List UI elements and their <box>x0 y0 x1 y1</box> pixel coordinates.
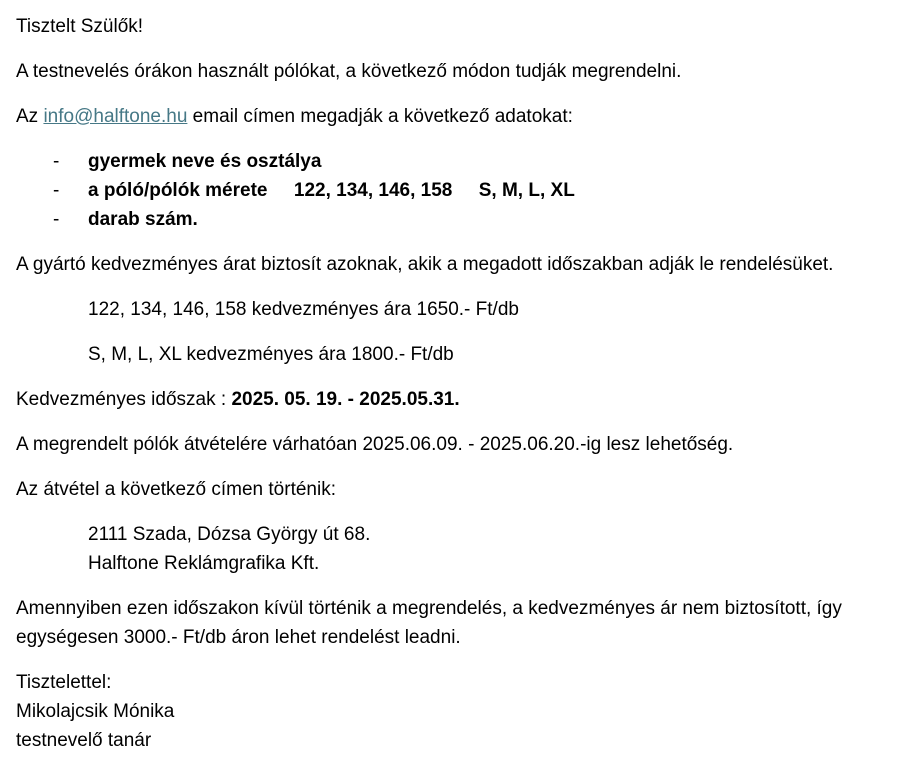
address-line-2: Halftone Reklámgrafika Kft. <box>88 553 320 574</box>
list-dash: - <box>53 209 60 230</box>
discount-period-value: 2025. 05. 19. - 2025.05.31. <box>231 389 460 410</box>
price-adults: S, M, L, XL kedvezményes ára 1800.- Ft/db <box>88 344 454 365</box>
signer-name: Mikolajcsik Mónika <box>16 701 175 722</box>
pickup-time: A megrendelt pólók átvételére várhatóan 2025.06.09. - 2025.06.20.-ig lesz lehetőség. <box>16 434 734 455</box>
outside-period-note: Amennyiben ezen időszakon kívül történik a megrendelés, a kedvezményes ár nem biztosított, így egységesen 3000.- Ft/db áron lehet rendelést leadni. <box>16 598 842 648</box>
list-item-text: a póló/pólók mérete 122, 134, 146, 158 S, M, L, XL <box>88 180 575 201</box>
address-line-1: 2111 Szada, Dózsa György út 68. <box>88 524 371 545</box>
list-item <box>16 176 896 205</box>
list-item-text: gyermek neve és osztálya <box>88 151 322 172</box>
pickup-address <box>16 520 896 578</box>
contact-paragraph <box>16 102 896 131</box>
list-item-text: darab szám. <box>88 209 198 230</box>
discount-period-label: Kedvezményes időszak : <box>16 389 232 410</box>
closing: Tisztelettel: <box>16 672 112 693</box>
list-item <box>16 147 896 176</box>
price-kids: 122, 134, 146, 158 kedvezményes ára 1650.- Ft/db <box>88 299 519 320</box>
contact-suffix: email címen megadják a következő adatokat: <box>187 106 573 127</box>
signer-title: testnevelő tanár <box>16 730 152 751</box>
email-link[interactable]: info@halftone.hu <box>43 106 188 127</box>
signature-block <box>16 668 896 755</box>
greeting: Tisztelt Szülők! <box>16 16 144 37</box>
list-dash: - <box>53 151 60 172</box>
discount-intro: A gyártó kedvezményes árat biztosít azoknak, akik a megadott időszakban adják le rendelésüket. <box>16 254 834 275</box>
pickup-intro: Az átvétel a következő címen történik: <box>16 479 336 500</box>
list-item <box>16 205 896 234</box>
list-dash: - <box>53 180 60 201</box>
discount-period <box>16 385 896 414</box>
letter-document <box>16 12 896 755</box>
intro-paragraph: A testnevelés órákon használt pólókat, a következő módon tudják megrendelni. <box>16 61 682 82</box>
contact-prefix: Az <box>16 106 44 127</box>
required-data-list <box>16 147 896 234</box>
